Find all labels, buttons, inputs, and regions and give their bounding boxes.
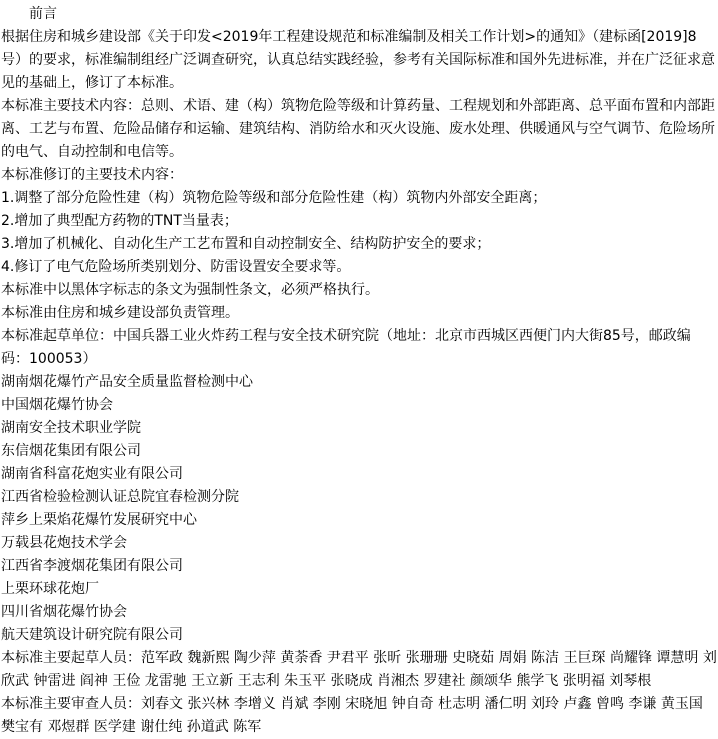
co-unit-item: 湖南安全技术职业学院	[1, 420, 141, 436]
mandatory-note: 本标准中以黑体字标志的条文为强制性条文，必须严格执行。	[1, 282, 379, 298]
co-unit-item: 上栗环球花炮厂	[1, 581, 99, 597]
co-unit-item: 中国烟花爆竹协会	[1, 397, 113, 413]
co-unit-item: 湖南省科富花炮实业有限公司	[1, 466, 183, 482]
revision-item: 3.增加了机械化、自动化生产工艺布置和自动控制安全、结构防护安全的要求；	[1, 236, 491, 252]
revision-list	[1, 187, 717, 279]
co-unit-item: 航天建筑设计研究院有限公司	[1, 627, 183, 643]
co-unit-item: 万载县花炮技术学会	[1, 535, 127, 551]
revision-heading: 本标准修订的主要技术内容：	[1, 167, 183, 183]
main-content-paragraph: 本标准主要技术内容：总则、术语、建（构）筑物危险等级和计算药量、工程规划和外部距离、总平面布置和内部距离、工艺与布置、危险品储存和运输、建筑结构、消防给水和灭火设施、废水处理、供暖通风与空气调节、危险场所的电气、自动控制和电信等。	[1, 98, 715, 160]
page-title: 前言	[29, 6, 57, 22]
revision-item: 4.修订了电气危险场所类别划分、防雷设置安全要求等。	[1, 259, 351, 275]
co-unit-item: 四川省烟花爆竹协会	[1, 604, 127, 620]
co-unit-list	[1, 371, 717, 647]
intro-paragraph: 根据住房和城乡建设部《关于印发<2019年工程建设规范和标准编制及相关工作计划>的通知》（建标函[2019]8号）的要求，标准编制组经广泛调查研究，认真总结实践经验，参考有关国际标准和国外先进标准，并在广泛征求意见的基础上，修订了本标准。	[1, 29, 715, 91]
co-unit-item: 萍乡上栗焰花爆竹发展研究中心	[1, 512, 197, 528]
co-unit-item: 湖南烟花爆竹产品安全质量监督检测中心	[1, 374, 253, 390]
co-unit-item: 江西省李渡烟花集团有限公司	[1, 558, 183, 574]
co-unit-item: 东信烟花集团有限公司	[1, 443, 141, 459]
drafters-list: 本标准主要起草人员：范军政 魏新熙 陶少萍 黄荼香 尹君平 张昕 张珊珊 史晓茹 周娟 陈洁 王巨琛 尚耀锋 谭慧明 刘欣武 钟雷进 阎神 王俭 龙雷驰 王立新 王志利 朱玉平 张晓成 肖湘杰 罗建社 颜颂华 熊学飞 张明福 刘琴根	[1, 650, 717, 689]
drafting-unit: 本标准起草单位：中国兵器工业火炸药工程与安全技术研究院（地址：北京市西城区西便门内大街85号，邮政编码：100053）	[1, 328, 691, 367]
revision-item: 2.增加了典型配方药物的TNT当量表；	[1, 213, 238, 229]
revision-item: 1.调整了部分危险性建（构）筑物危险等级和部分危险性建（构）筑物内外部安全距离；	[1, 190, 547, 206]
management-note: 本标准由住房和城乡建设部负责管理。	[1, 305, 239, 321]
co-unit-item: 江西省检验检测认证总院宜春检测分院	[1, 489, 239, 505]
reviewers-list: 本标准主要审查人员：刘春文 张兴林 李增义 肖斌 李刚 宋晓旭 钟自奇 杜志明 潘仁明 刘玲 卢鑫 曾鸣 李谦 黄玉国 樊宝有 邓煜群 医学建 谢仕纯 孙道武 陈军	[1, 696, 703, 735]
